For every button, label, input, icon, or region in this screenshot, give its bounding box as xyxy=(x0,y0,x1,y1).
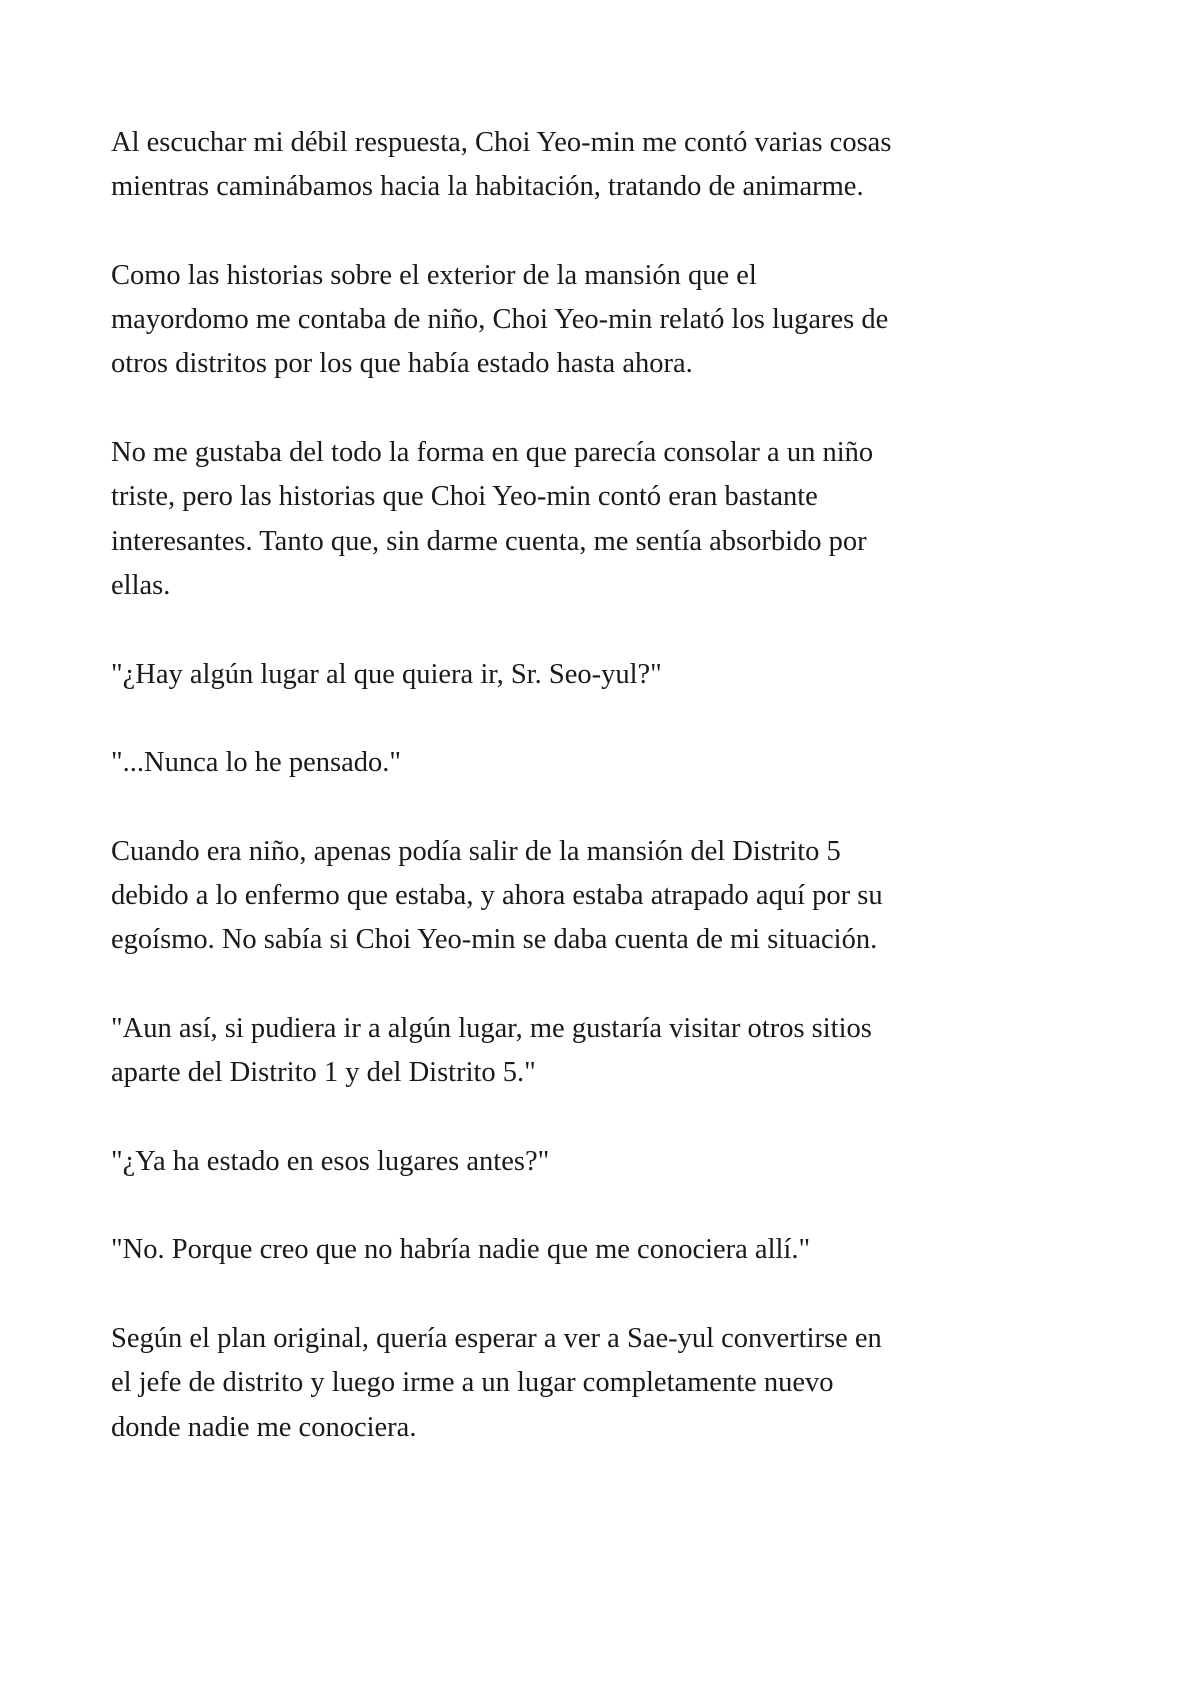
document-body xyxy=(111,121,1011,1494)
text-line: mientras caminábamos hacia la habitación, tratando de animarme. xyxy=(111,171,864,203)
text-line: "¿Hay algún lugar al que quiera ir, Sr. Seo-yul?" xyxy=(111,658,662,690)
text-line: "¿Ya ha estado en esos lugares antes?" xyxy=(111,1145,550,1177)
text-line: egoísmo. No sabía si Choi Yeo-min se daba cuenta de mi situación. xyxy=(111,924,878,956)
paragraph xyxy=(111,653,1011,697)
text-line: triste, pero las historias que Choi Yeo-min contó eran bastante xyxy=(111,481,818,513)
text-line: otros distritos por los que había estado hasta ahora. xyxy=(111,348,693,380)
paragraph xyxy=(111,830,1011,963)
text-line: debido a lo enfermo que estaba, y ahora estaba atrapado aquí por su xyxy=(111,880,883,912)
text-line: "Aun así, si pudiera ir a algún lugar, me gustaría visitar otros sitios xyxy=(111,1012,872,1044)
text-line: el jefe de distrito y luego irme a un lugar completamente nuevo xyxy=(111,1367,834,1399)
text-line: interesantes. Tanto que, sin darme cuenta, me sentía absorbido por xyxy=(111,525,867,557)
text-line: "...Nunca lo he pensado." xyxy=(111,747,401,779)
paragraph xyxy=(111,254,1011,387)
text-line: "No. Porque creo que no habría nadie que me conociera allí." xyxy=(111,1234,811,1266)
text-line: Cuando era niño, apenas podía salir de la mansión del Distrito 5 xyxy=(111,835,841,867)
paragraph xyxy=(111,741,1011,785)
paragraph xyxy=(111,431,1011,608)
text-line: No me gustaba del todo la forma en que parecía consolar a un niño xyxy=(111,437,874,469)
text-line: donde nadie me conociera. xyxy=(111,1411,417,1443)
text-line: Al escuchar mi débil respuesta, Choi Yeo-min me contó varias cosas xyxy=(111,127,892,158)
text-line: aparte del Distrito 1 y del Distrito 5." xyxy=(111,1057,536,1089)
text-line: Como las historias sobre el exterior de la mansión que el xyxy=(111,259,757,291)
paragraph xyxy=(111,121,1011,210)
paragraph xyxy=(111,1140,1011,1184)
paragraph xyxy=(111,1228,1011,1272)
text-line: Según el plan original, quería esperar a ver a Sae-yul convertirse en xyxy=(111,1323,882,1355)
text-line: mayordomo me contaba de niño, Choi Yeo-min relató los lugares de xyxy=(111,304,889,336)
paragraph xyxy=(111,1007,1011,1096)
text-line: ellas. xyxy=(111,569,171,601)
paragraph xyxy=(111,1317,1011,1450)
